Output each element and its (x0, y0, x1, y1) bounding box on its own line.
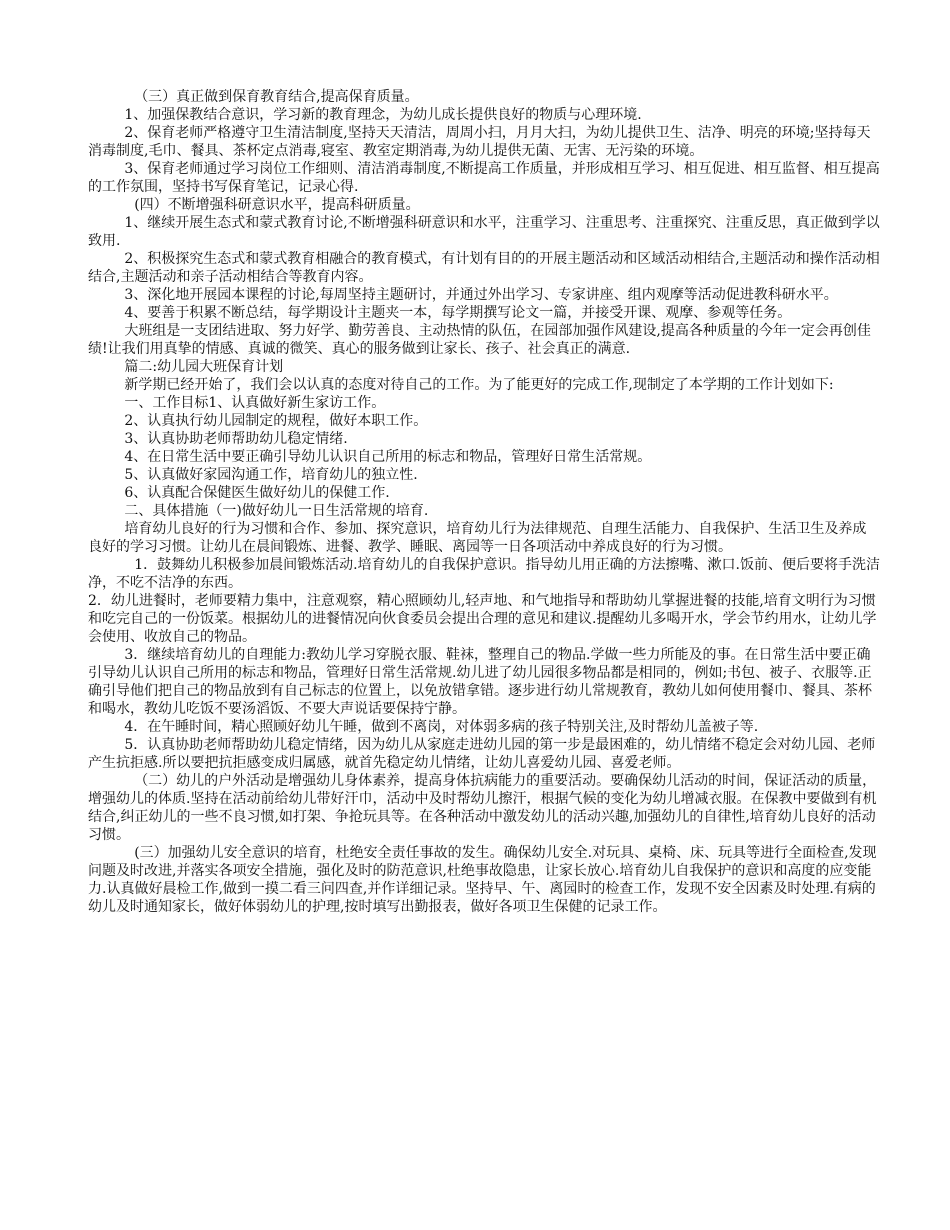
paragraph: 二、具体措施（一)做好幼儿一日生活常规的培育. (124, 503, 429, 519)
paragraph: 4、在日常生活中要正确引导幼儿认识自己所用的标志和物品，管理好日常生活常规。 (124, 449, 652, 465)
paragraph: 大班组是一支团结进取、努力好学、勤劳善良、主动热情的队伍，在园部加强作风建设,提高各种质量的今年一定会再创佳绩!让我们用真挚的情感、真诚的微笑、真心的服务做到让家长、孩子、社会真正的满意. (88, 323, 871, 357)
paragraph: (三）加强幼儿安全意识的培育，杜绝安全责任事故的发生。确保幼儿安全.对玩具、桌椅、床、玩具等进行全面检查,发现问题及时改进,并落实各项安全措施，强化及时的防范意识,杜绝事故隐患，让家长放心.培育幼儿自我保护的意识和高度的应变能力.认真做好晨检工作,做到一摸二看三问四查,并作详细记录。坚持早、午、离园时的检查工作，发现不安全因素及时处理.有病的幼儿及时通知家长，做好体弱幼儿的护理,按时填写出勤报表，做好各项卫生保健的记录工作。 (88, 845, 877, 915)
paragraph: 5、认真做好家园沟通工作，培育幼儿的独立性. (124, 467, 418, 483)
paragraph: 1．鼓舞幼儿积极参加晨间锻炼活动.培育幼儿的自我保护意识。指导幼儿用正确的方法擦嘴、漱口.饭前、便后要将手洗洁净，不吃不洁净的东西。 (88, 557, 880, 591)
paragraph: 1、继续开展生态式和蒙式教育讨论,不断增强科研意识和水平，注重学习、注重思考、注重探究、注重反思，真正做到学以致用. (88, 215, 880, 249)
paragraph: 6、认真配合保健医生做好幼儿的保健工作. (124, 485, 390, 501)
paragraph: 4、要善于积累不断总结，每学期设计主题夹一本，每学期撰写论文一篇，并接受开课、观摩、参观等任务。 (124, 305, 792, 321)
paragraph: （三）真正做到保育教育结合,提高保育质量。 (134, 89, 419, 105)
paragraph: 1、加强保教结合意识，学习新的教育理念，为幼儿成长提供良好的物质与心理环境. (124, 107, 642, 123)
paragraph: 培育幼儿良好的行为习惯和合作、参加、探究意识，培育幼儿行为法律规范、自理生活能力、自我保护、生活卫生及养成良好的学习习惯。让幼儿在晨间锻炼、进餐、教学、睡眠、离园等一日各项活动中养成良好的行为习惯。 (88, 521, 867, 555)
paragraph: 2、保育老师严格遵守卫生清洁制度,坚持天天清洁，周周小扫，月月大扫，为幼儿提供卫生、洁净、明亮的环境;坚持每天消毒制度,毛巾、餐具、茶杯定点消毒,寝室、教室定期消毒,为幼儿提供无菌、无害、无污染的环境。 (88, 125, 871, 159)
paragraph: 2．幼儿进餐时，老师要精力集中，注意观察，精心照顾幼儿,轻声地、和气地指导和帮助幼儿掌握进餐的技能,培育文明行为习惯和吃完自己的一份饭菜。根据幼儿的进餐情况向伙食委员会提出合理的意见和建议.提醒幼儿多喝开水，学会节约用水，让幼儿学会使用、收放自己的物品。 (88, 593, 877, 645)
paragraph: 3．继续培育幼儿的自理能力:教幼儿学习穿脱衣服、鞋袜，整理自己的物品.学做一些力所能及的事。在日常生活中要正确引导幼儿认识自己所用的标志和物品，管理好日常生活常规.幼儿进了幼儿园很多物品都是相同的，例如;书包、被子、衣服等.正确引导他们把自己的物品放到有自己标志的位置上，以免放错拿错。逐步进行幼儿常规教育，教幼儿如何使用餐巾、餐具、茶杯和喝水，教幼儿吃饭不要汤滔饭、不要大声说话要保持宁静。 (88, 647, 872, 717)
paragraph: （二）幼儿的户外活动是增强幼儿身体素养，提高身体抗病能力的重要活动。要确保幼儿活动的时间，保证活动的质量，增强幼儿的体质.坚持在活动前给幼儿带好汗巾，活动中及时帮幼儿擦汗，根据气候的变化为幼儿增减衣服。在保教中要做到有机结合,纠正幼儿的一些不良习惯,如打架、争抢玩具等。在各种活动中激发幼儿的活动兴趣,加强幼儿的自律性,培育幼儿良好的活动习惯。 (88, 773, 877, 843)
paragraph: (四）不断增强科研意识水平，提高科研质量。 (134, 197, 420, 213)
document-body (88, 88, 880, 916)
paragraph: 3、认真协助老师帮助幼儿稳定情绪. (124, 431, 348, 447)
paragraph: 4．在午睡时间，精心照顾好幼儿午睡，做到不离岗，对体弱多病的孩子特别关注,及时帮幼儿盖被子等. (124, 719, 759, 735)
paragraph: 2、积极探究生态式和蒙式教育相融合的教育模式，有计划有目的的开展主题活动和区域活动相结合,主题活动和操作活动相结合,主题活动和亲子活动相结合等教育内容。 (88, 251, 880, 285)
paragraph: 3、保育老师通过学习岗位工作细则、清洁消毒制度,不断提高工作质量，并形成相互学习、相互促进、相互监督、相互提高的工作氛围，坚持书写保育笔记，记录心得. (88, 161, 880, 195)
paragraph: 5．认真协助老师帮助幼儿稳定情绪，因为幼儿从家庭走进幼儿园的第一步是最困难的，幼儿情绪不稳定会对幼儿园、老师产生抗拒感.所以要把抗拒感变成归属感，就首先稳定幼儿情绪，让幼儿喜爱幼儿园、喜爱老师。 (88, 737, 876, 771)
paragraph: 新学期已经开始了，我们会以认真的态度对待自己的工作。为了能更好的完成工作,现制定了本学期的工作计划如下: (124, 377, 834, 393)
paragraph: 3、深化地开展园本课程的讨论,每周坚持主题研讨，并通过外出学习、专家讲座、组内观摩等活动促进教科研水平。 (124, 287, 838, 303)
section-heading: 篇二:幼儿园大班保育计划 (124, 359, 284, 375)
paragraph: 2、认真执行幼儿园制定的规程，做好本职工作。 (124, 413, 428, 429)
paragraph: 一、工作目标1、认真做好新生家访工作。 (124, 395, 386, 411)
